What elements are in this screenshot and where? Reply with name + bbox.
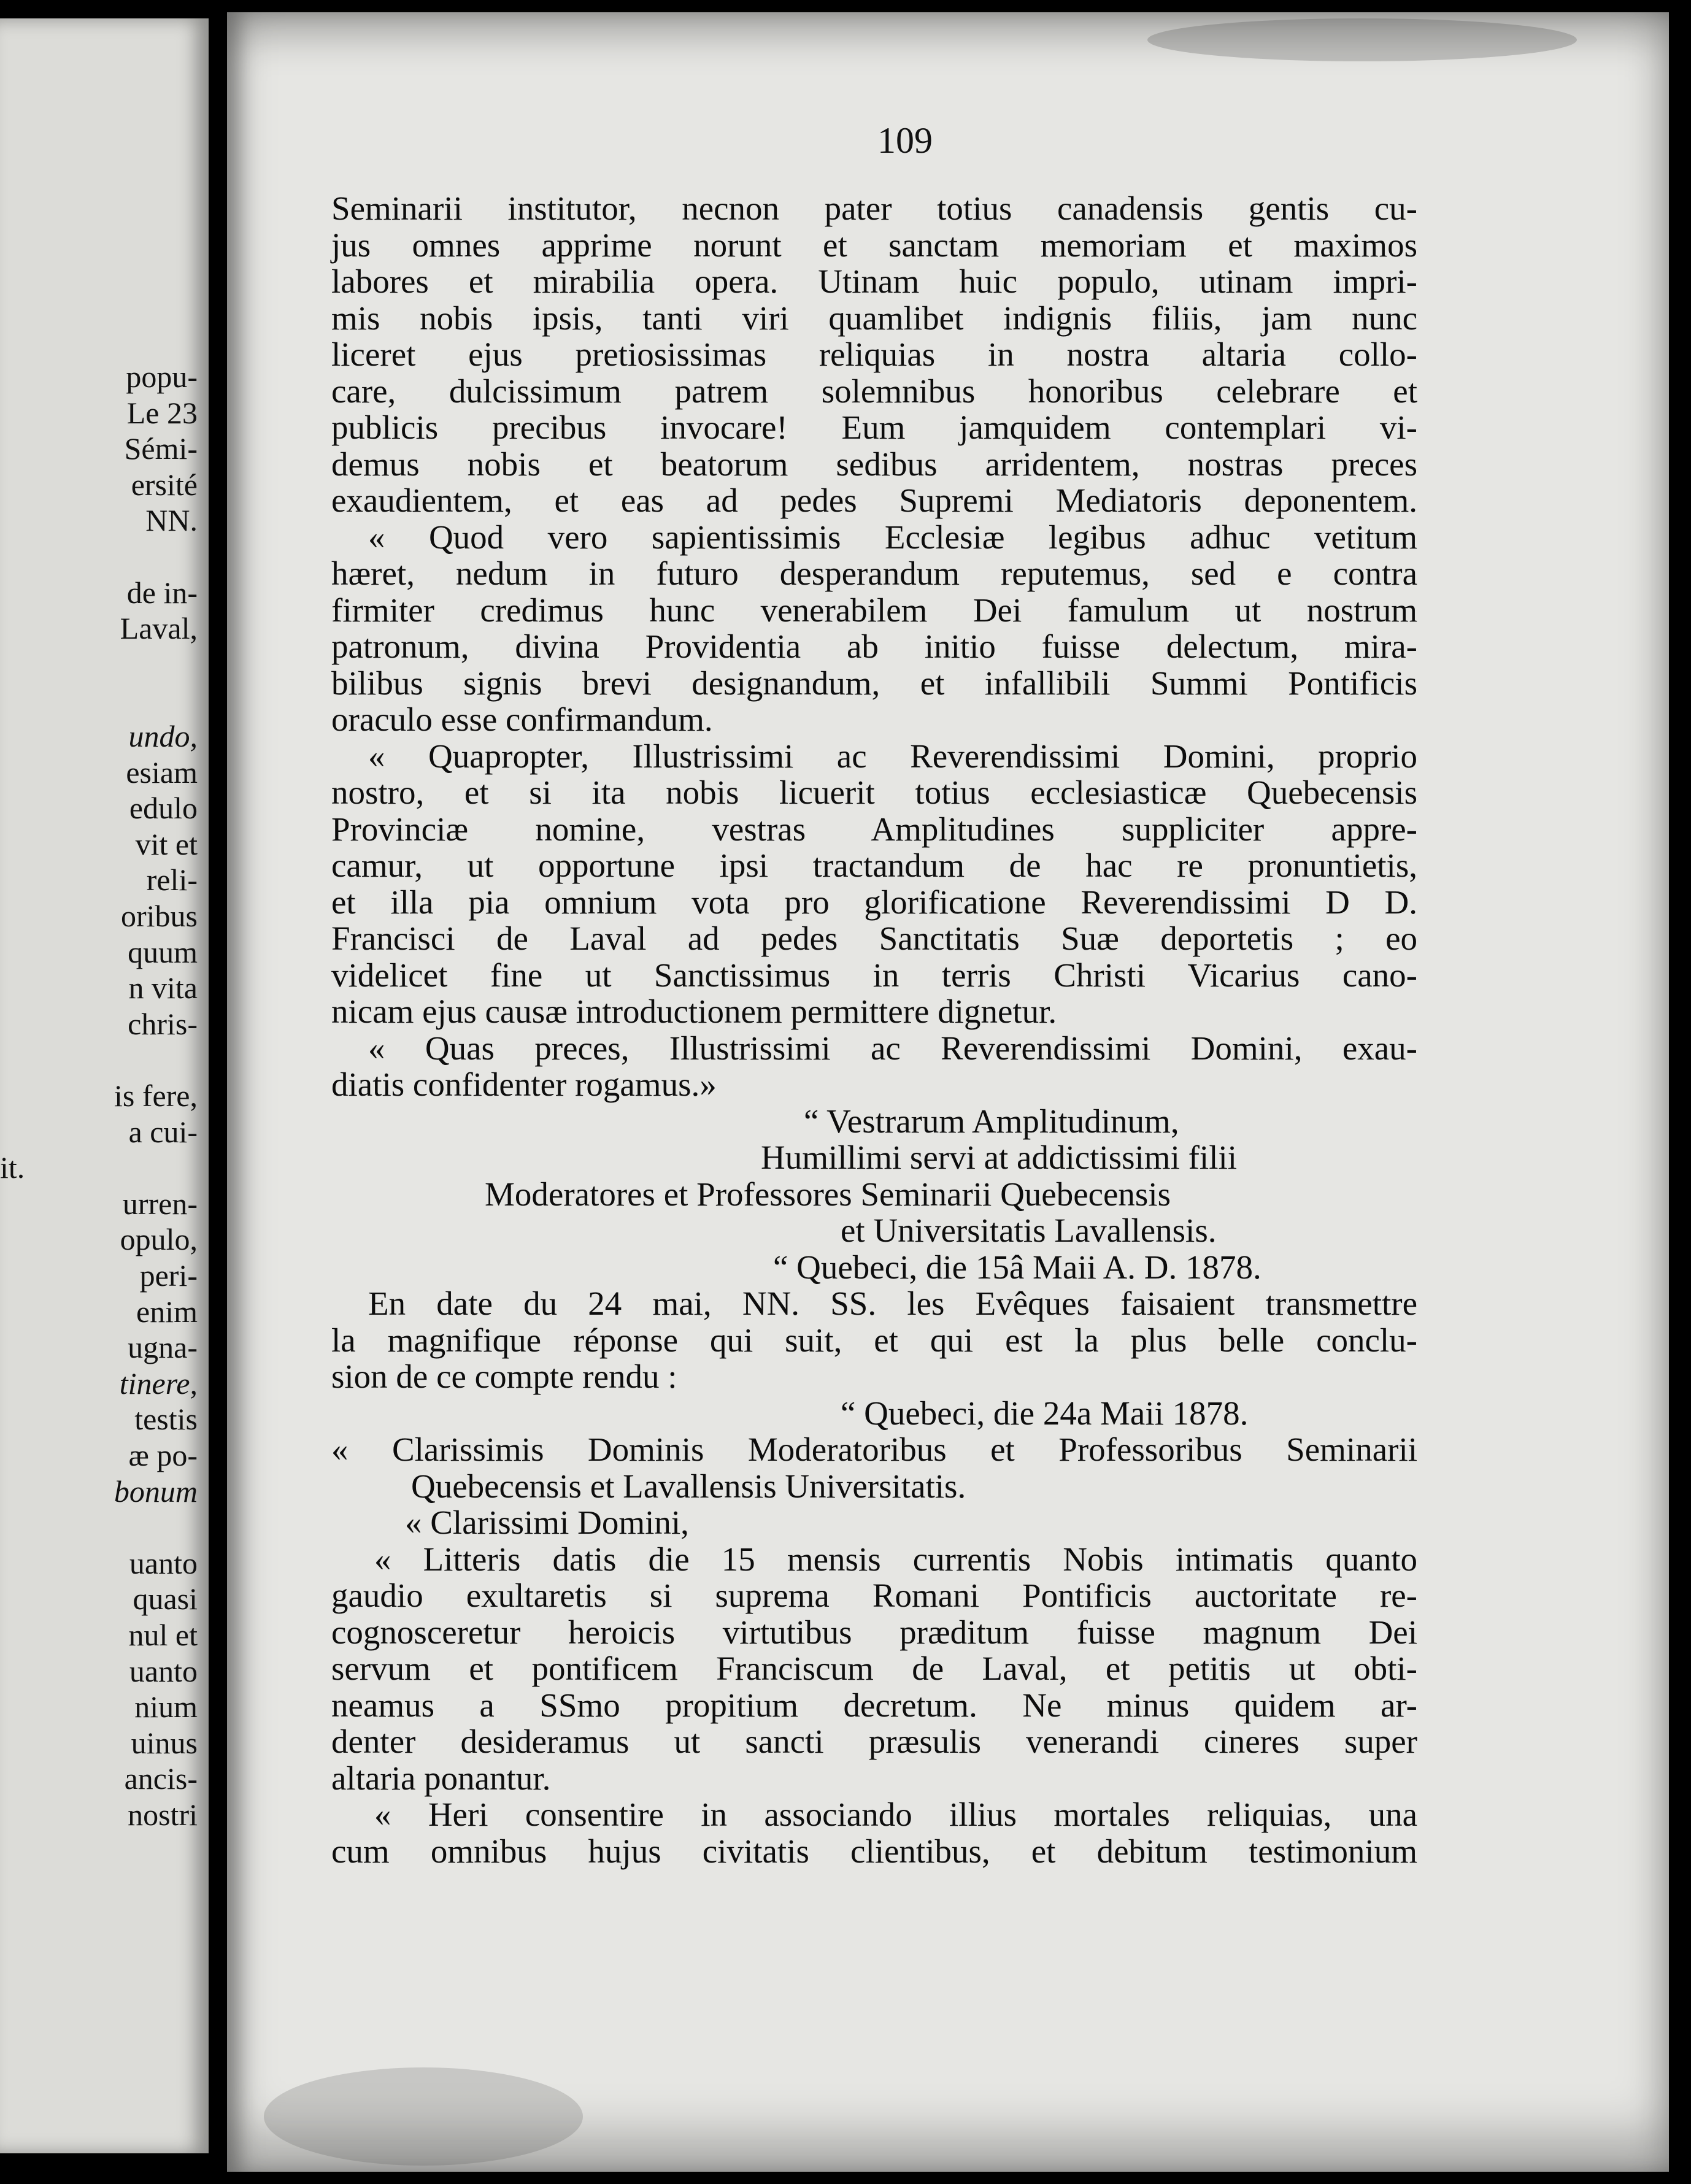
- left-page-line: ersité: [131, 467, 198, 502]
- text-line: patronum, divina Providentia ab initio fuisse delectum, mira-: [331, 628, 1417, 665]
- page-stain: [264, 2067, 583, 2166]
- left-page-line: reli-: [146, 863, 198, 898]
- text-line: « Heri consentire in associando illius mortales reliquias, una: [374, 1796, 1417, 1833]
- text-line: Francisci de Laval ad pedes Sanctitatis Suæ deportetis ; eo: [331, 920, 1417, 957]
- text-line: « Quod vero sapientissimis Ecclesiæ legibus adhuc vetitum: [368, 518, 1417, 556]
- text-line: hæret, nedum in futuro desperandum reputemus, sed e contra: [331, 555, 1417, 592]
- left-page-line: urren-: [122, 1186, 198, 1221]
- text-line: cum omnibus hujus civitatis clientibus, et debitum testimonium: [331, 1832, 1417, 1870]
- text-line: bilibus signis brevi designandum, et infallibili Summi Pontificis: [331, 664, 1417, 702]
- text-line: Humillimi servi at addictissimi filii: [761, 1139, 1238, 1176]
- text-line: “ Quebeci, die 24a Maii 1878.: [841, 1394, 1249, 1432]
- text-line: et Universitatis Lavallensis.: [841, 1212, 1217, 1249]
- text-line: publicis precibus invocare! Eum jamquidem contemplari vi-: [331, 409, 1417, 446]
- left-page-line: a cui-: [128, 1114, 198, 1149]
- left-page-line: ugna-: [128, 1330, 198, 1365]
- left-facing-page: [0, 18, 209, 2153]
- text-line: firmiter credimus hunc venerabilem Dei famulum ut nostrum: [331, 591, 1417, 629]
- text-line: camur, ut opportune ipsi tractandum de hac re pronuntietis,: [331, 847, 1417, 884]
- text-line: “ Quebeci, die 15â Maii A. D. 1878.: [773, 1248, 1262, 1286]
- left-page-line: quum: [128, 934, 198, 969]
- left-page-line: oribus: [121, 899, 198, 933]
- right-page: [227, 12, 1669, 2172]
- text-line: « Quas preces, Illustrissimi ac Reverendissimi Domini, exau-: [368, 1029, 1417, 1067]
- text-line: En date du 24 mai, NN. SS. les Evêques faisaient transmettre: [368, 1285, 1417, 1322]
- left-page-line: æ po-: [128, 1438, 198, 1472]
- text-line: Provinciæ nomine, vestras Amplitudines suppliciter appre-: [331, 810, 1417, 848]
- text-line: cognosceretur heroicis virtutibus præditum fuisse magnum Dei: [331, 1613, 1417, 1651]
- left-page-line: Le 23: [126, 395, 198, 430]
- left-page-line: ancis-: [124, 1761, 198, 1796]
- text-line: jus omnes apprime norunt et sanctam memoriam et maximos: [331, 226, 1417, 264]
- left-page-line: n vita: [128, 971, 198, 1005]
- text-line: et illa pia omnium vota pro glorificatione Reverendissimi D D.: [331, 883, 1417, 921]
- body-text: [331, 190, 1417, 1869]
- text-line: la magnifique réponse qui suit, et qui est la plus belle conclu-: [331, 1321, 1417, 1359]
- text-line: care, dulcissimum patrem solemnibus honoribus celebrare et: [331, 372, 1417, 410]
- text-line: demus nobis et beatorum sedibus arridentem, nostras preces: [331, 445, 1417, 483]
- text-line: « Clarissimis Dominis Moderatoribus et Professoribus Seminarii: [331, 1431, 1417, 1468]
- text-line: oraculo esse confirmandum.: [331, 701, 713, 738]
- page-stain: [1147, 18, 1577, 61]
- left-page-line: opulo,: [120, 1222, 198, 1257]
- left-page-line: NN.: [145, 503, 198, 538]
- text-line: diatis confidenter rogamus.»: [331, 1066, 717, 1103]
- left-page-line: uinus: [131, 1725, 198, 1760]
- text-line: nicam ejus causæ introductionem permittere dignetur.: [331, 993, 1057, 1030]
- left-page-line: uanto: [129, 1545, 198, 1580]
- text-line: denter desideramus ut sancti præsulis venerandi cineres super: [331, 1723, 1417, 1760]
- text-line: Quebecensis et Lavallensis Universitatis.: [411, 1467, 966, 1505]
- left-page-line: bonum: [114, 1474, 198, 1509]
- left-page-line: popu-: [126, 360, 198, 394]
- left-page-line: de in-: [126, 575, 198, 610]
- text-line: nostro, et si ita nobis licuerit totius ecclesiasticæ Quebecensis: [331, 774, 1417, 811]
- left-page-line: vit et: [135, 826, 198, 861]
- text-line: liceret ejus pretiosissimas reliquias in nostra altaria collo-: [331, 336, 1417, 373]
- text-line: « Clarissimi Domini,: [405, 1504, 689, 1541]
- text-line: exaudientem, et eas ad pedes Supremi Mediatoris deponentem.: [331, 482, 1417, 519]
- left-page-line: chris-: [128, 1006, 198, 1041]
- text-line: altaria ponantur.: [331, 1759, 551, 1797]
- left-page-line: enim: [136, 1294, 198, 1329]
- left-page-line: edulo: [129, 791, 198, 826]
- left-page-line: uanto: [129, 1653, 198, 1688]
- page-number: 109: [877, 120, 933, 161]
- left-page-line: tinere,: [119, 1366, 198, 1401]
- text-line: mis nobis ipsis, tanti viri quamlibet indignis filiis, jam nunc: [331, 299, 1417, 337]
- left-page-line: is fere,: [114, 1079, 198, 1113]
- left-page-line: nium: [134, 1690, 198, 1725]
- text-line: Seminarii institutor, necnon pater totius canadensis gentis cu-: [331, 190, 1417, 227]
- left-page-line: Laval,: [120, 611, 198, 646]
- left-page-line: esiam: [126, 755, 198, 790]
- text-line: labores et mirabilia opera. Utinam huic populo, utinam impri-: [331, 263, 1417, 300]
- text-line: videlicet fine ut Sanctissimus in terris Christi Vicarius cano-: [331, 956, 1417, 994]
- left-page-line: peri-: [139, 1258, 198, 1293]
- text-line: « Litteris datis die 15 mensis currentis Nobis intimatis quanto: [374, 1540, 1417, 1578]
- left-page-line: quasi: [133, 1582, 198, 1617]
- left-page-line: Sémi-: [124, 431, 198, 466]
- text-line: “ Vestrarum Amplitudinum,: [804, 1102, 1179, 1140]
- left-page-line: nostri: [128, 1798, 198, 1832]
- left-page-line: testis: [134, 1402, 198, 1437]
- left-page-line: undo,: [128, 719, 198, 753]
- text-line: Moderatores et Professores Seminarii Quebecensis: [485, 1175, 1171, 1213]
- text-line: sion de ce compte rendu :: [331, 1358, 677, 1395]
- left-page-line: it.: [0, 1150, 25, 1185]
- text-line: neamus a SSmo propitium decretum. Ne minus quidem ar-: [331, 1686, 1417, 1724]
- text-line: « Quapropter, Illustrissimi ac Reverendissimi Domini, proprio: [368, 737, 1417, 775]
- text-line: servum et pontificem Franciscum de Laval, et petitis ut obti-: [331, 1650, 1417, 1687]
- left-page-line: nul et: [128, 1618, 198, 1652]
- book-gutter: [209, 0, 227, 2184]
- text-line: gaudio exultaretis si suprema Romani Pontificis auctoritate re-: [331, 1577, 1417, 1614]
